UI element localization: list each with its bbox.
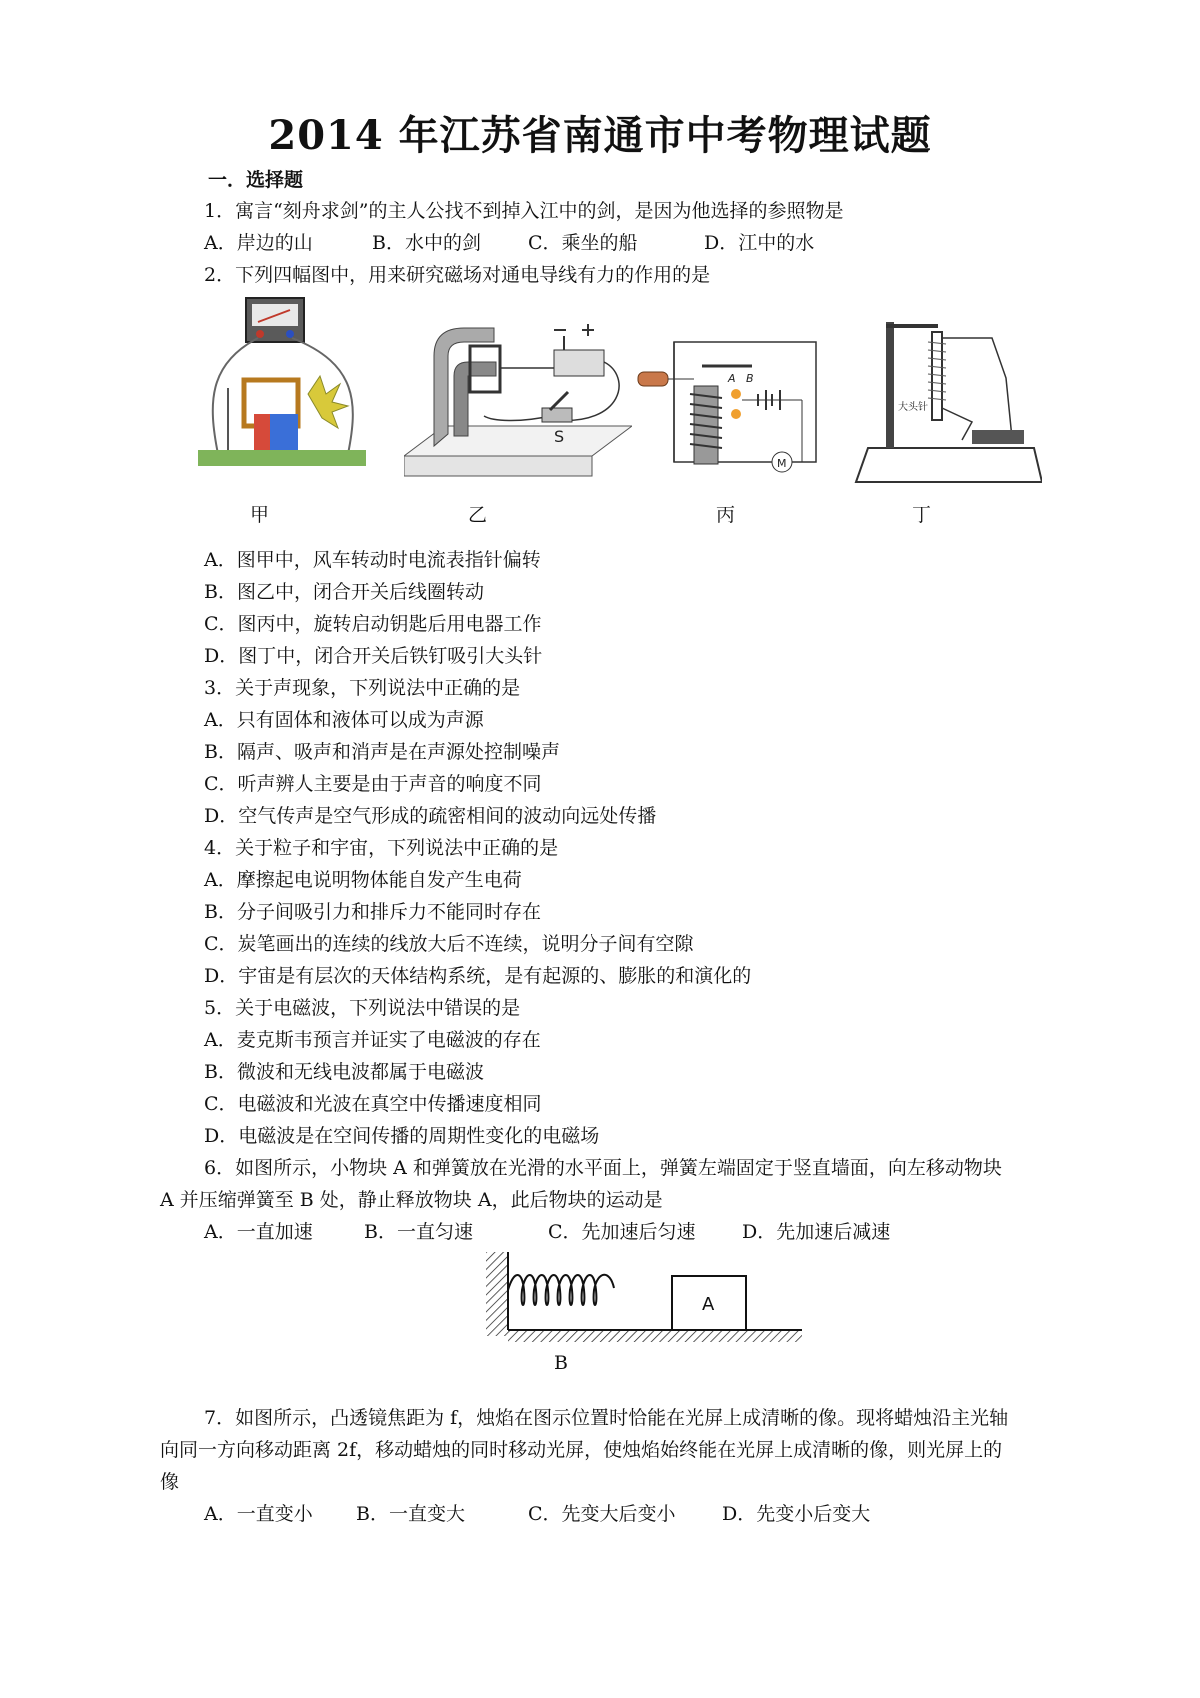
question-1-options bbox=[204, 229, 814, 257]
q3-option-a[interactable]: A．只有固体和液体可以成为声源 bbox=[204, 709, 484, 731]
figure-ding-caption: 丁 bbox=[912, 504, 932, 526]
q4-option-c[interactable]: C．炭笔画出的连续的线放大后不连续，说明分子间有空隙 bbox=[204, 933, 694, 955]
pins-label: 大头针 bbox=[898, 402, 928, 413]
question-4-stem: 4．关于粒子和宇宙，下列说法中正确的是 bbox=[204, 837, 559, 859]
q3-option-d[interactable]: D．空气传声是空气形成的疏密相间的波动向远处传播 bbox=[204, 805, 657, 827]
question-6-options bbox=[204, 1218, 890, 1246]
question-7-stem-line3: 像 bbox=[160, 1471, 180, 1493]
q4-option-a[interactable]: A．摩擦起电说明物体能自发产生电荷 bbox=[204, 869, 522, 891]
q4-option-d[interactable]: D．宇宙是有层次的天体结构系统，是有起源的、膨胀的和演化的 bbox=[204, 965, 752, 987]
contact-b-label: B bbox=[746, 372, 754, 385]
figure-spring-block bbox=[486, 1252, 802, 1348]
q1-option-b[interactable]: B．水中的剑 bbox=[372, 232, 481, 254]
point-b-label: B bbox=[554, 1352, 568, 1374]
question-7-stem-line1: 7．如图所示，凸透镜焦距为 f，烛焰在图示位置时恰能在光屏上成清晰的像。现将蜡烛沿主光轴 bbox=[204, 1407, 1009, 1429]
q5-option-d[interactable]: D．电磁波是在空间传播的周期性变化的电磁场 bbox=[204, 1125, 600, 1147]
contact-a-label: A bbox=[728, 372, 736, 385]
figure-yi-motor-circuit bbox=[404, 316, 632, 486]
q5-option-b[interactable]: B．微波和无线电波都属于电磁波 bbox=[204, 1061, 484, 1083]
q6-option-c[interactable]: C．先加速后匀速 bbox=[548, 1221, 696, 1243]
q3-option-b[interactable]: B．隔声、吸声和消声是在声源处控制噪声 bbox=[204, 741, 560, 763]
question-3-stem: 3．关于声现象，下列说法中正确的是 bbox=[204, 677, 521, 699]
q4-option-b[interactable]: B．分子间吸引力和排斥力不能同时存在 bbox=[204, 901, 541, 923]
q2-option-a[interactable]: A．图甲中，风车转动时电流表指针偏转 bbox=[204, 549, 541, 571]
question-6-stem-line2: A 并压缩弹簧至 B 处，静止释放物块 A，此后物块的运动是 bbox=[160, 1189, 663, 1211]
question-6-stem-line1: 6．如图所示，小物块 A 和弹簧放在光滑的水平面上，弹簧左端固定于竖直墙面，向左移动物块 bbox=[204, 1157, 1002, 1179]
figure-bing-relay-circuit bbox=[632, 338, 822, 486]
q5-option-a[interactable]: A．麦克斯韦预言并证实了电磁波的存在 bbox=[204, 1029, 541, 1051]
q1-option-c[interactable]: C．乘坐的船 bbox=[528, 232, 638, 254]
q7-option-a[interactable]: A．一直变小 bbox=[204, 1503, 313, 1525]
q6-option-a[interactable]: A．一直加速 bbox=[204, 1221, 313, 1243]
section-heading: 一．选择题 bbox=[208, 169, 304, 191]
q6-option-b[interactable]: B．一直匀速 bbox=[364, 1221, 473, 1243]
q7-option-b[interactable]: B．一直变大 bbox=[356, 1503, 465, 1525]
q1-option-d[interactable]: D．江中的水 bbox=[704, 232, 815, 254]
q2-option-b[interactable]: B．图乙中，闭合开关后线圈转动 bbox=[204, 581, 484, 603]
figure-bing-caption: 丙 bbox=[716, 504, 736, 526]
block-label: A bbox=[702, 1294, 715, 1315]
question-7-stem-line2: 向同一方向移动距离 2f，移动蜡烛的同时移动光屏，使烛焰始终能在光屏上成清晰的像，则光屏上的 bbox=[160, 1439, 1003, 1461]
q7-option-d[interactable]: D．先变小后变大 bbox=[722, 1503, 871, 1525]
question-5-stem: 5．关于电磁波，下列说法中错误的是 bbox=[204, 997, 521, 1019]
q2-option-c[interactable]: C．图丙中，旋转启动钥匙后用电器工作 bbox=[204, 613, 542, 635]
motor-label: M bbox=[777, 457, 787, 470]
q3-option-c[interactable]: C．听声辨人主要是由于声音的响度不同 bbox=[204, 773, 542, 795]
q7-option-c[interactable]: C．先变大后变小 bbox=[528, 1503, 676, 1525]
q2-option-d[interactable]: D．图丁中，闭合开关后铁钉吸引大头针 bbox=[204, 645, 543, 667]
q5-option-c[interactable]: C．电磁波和光波在真空中传播速度相同 bbox=[204, 1093, 542, 1115]
figure-jia-galvanometer bbox=[198, 294, 366, 482]
question-7-options bbox=[204, 1500, 870, 1528]
figure-ding-electromagnet bbox=[852, 318, 1042, 484]
question-1-stem: 1．寓言“刻舟求剑”的主人公找不到掉入江中的剑，是因为他选择的参照物是 bbox=[204, 200, 844, 222]
page-title: 2014 年江苏省南通市中考物理试题 bbox=[268, 112, 932, 159]
switch-label: S bbox=[554, 427, 565, 446]
q6-option-d[interactable]: D．先加速后减速 bbox=[742, 1221, 891, 1243]
figure-jia-caption: 甲 bbox=[250, 504, 270, 526]
figure-yi-caption: 乙 bbox=[468, 504, 488, 526]
q1-option-a[interactable]: A．岸边的山 bbox=[204, 232, 313, 254]
question-2-stem: 2．下列四幅图中，用来研究磁场对通电导线有力的作用的是 bbox=[204, 264, 711, 286]
